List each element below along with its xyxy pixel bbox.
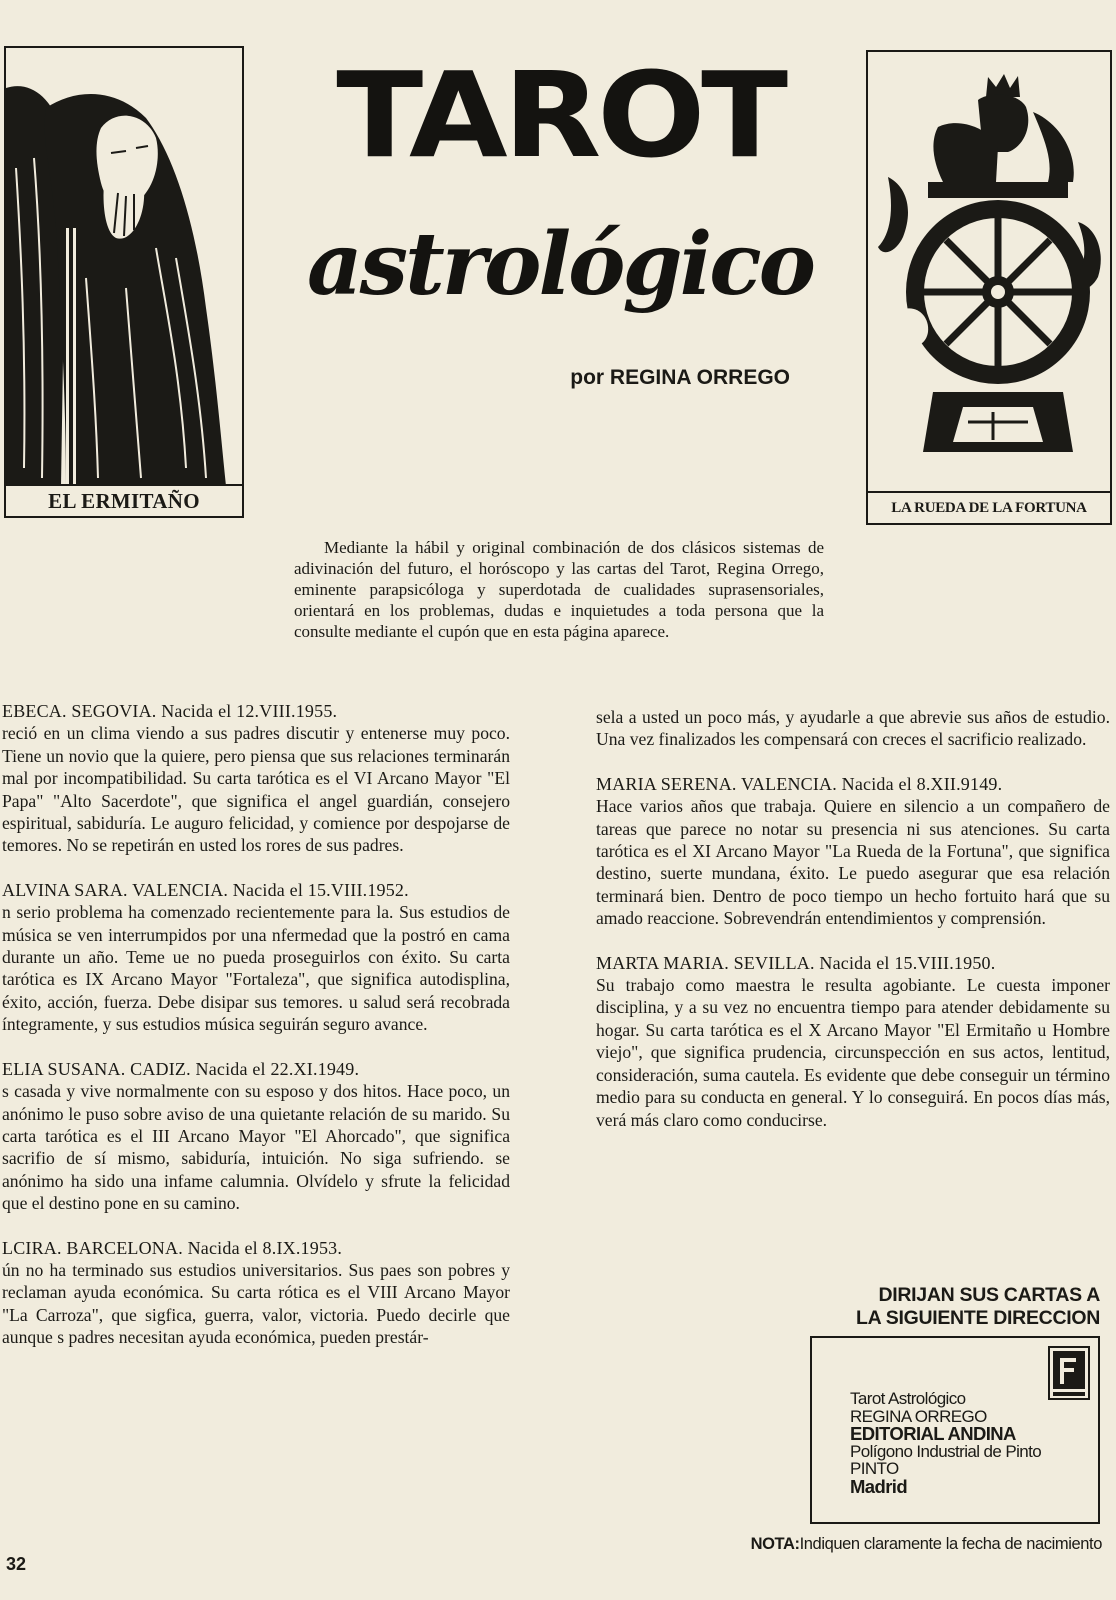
address-line: Tarot Astrológico bbox=[850, 1389, 966, 1408]
letter-heading: ELIA SUSANA. CADIZ. Nacida el 22.XI.1949. bbox=[2, 1058, 360, 1079]
letter-body: reció en un clima viendo a sus padres discutir y entenerse muy poco. Tiene un novio que la quiere, pero piensa que sus relaciones terminarán mal por incompatibilidad. Su carta tarótica es el VI Arcano Mayor "El Papa" "Alto Sacerdote", que significa el angel guardián, consejero espiritual, sabiduría. Le auguro felicidad, y comience por despojarse de temores. No se repetirán en usted los rores de sus padres. bbox=[2, 723, 510, 856]
page-subtitle: astrológico bbox=[306, 214, 814, 315]
letter-body: s casada y vive normalmente con su esposo y dos hitos. Hace poco, un anónimo le puso sobre aviso de una quietante relación de su marido. Su carta tarótica es el III Arcano Mayor "El Ahorcado", que significa sacrifio de sí mismo, sabiduría, intuición. No siga sufriendo. se anónimo ha sido una infame calumnia. Olvídelo y sfrute la felicidad que el destino pone en su camino. bbox=[2, 1081, 510, 1214]
note-label: NOTA: bbox=[750, 1535, 800, 1553]
address-line: Madrid bbox=[850, 1475, 908, 1497]
contact-heading bbox=[790, 1284, 1100, 1330]
address-line: Polígono Industrial de Pinto bbox=[850, 1441, 1042, 1461]
letter-item bbox=[596, 706, 1110, 751]
letter-item bbox=[2, 700, 510, 857]
letter-heading: ALVINA SARA. VALENCIA. Nacida el 15.VIII.1952. bbox=[2, 879, 409, 900]
address-lines bbox=[850, 1390, 1041, 1495]
letters-column-left bbox=[2, 700, 510, 1371]
letter-heading: MARTA MARIA. SEVILLA. Nacida el 15.VIII.1950. bbox=[596, 952, 996, 973]
card-label-left: EL ERMITAÑO bbox=[6, 484, 242, 516]
contact-heading-line: DIRIJAN SUS CARTAS A bbox=[878, 1284, 1100, 1306]
author-byline: por REGINA ORREGO bbox=[570, 366, 790, 389]
birthdate-note bbox=[640, 1535, 1102, 1554]
note-text: Indiquen claramente la fecha de nacimiento bbox=[799, 1535, 1102, 1553]
contact-heading-line: LA SIGUIENTE DIRECCION bbox=[855, 1307, 1100, 1329]
card-label-right: LA RUEDA DE LA FORTUNA bbox=[868, 491, 1110, 523]
letter-body: n serio problema ha comenzado recientemente para la. Sus estudios de música se ven interrumpidos por una nfermedad que la postró en cama durante un año. Teme ue no pueda proseguirlos con éxito. Su carta tarótica es IX Arcano Mayor "Fortaleza", que significa autodisplina, éxito, acción, fuerza. Debe disipar sus temores. u salud será recobrada íntegramente, y sus estudios música seguirán seguro avance. bbox=[2, 902, 510, 1035]
letter-body: Hace varios años que trabaja. Quiere en silencio a un compañero de tareas que parece no notar su presencia ni sus atenciones. Su carta tarótica es el XI Arcano Mayor "La Rueda de la Fortuna", que significa destino, suerte mundana, éxito. Le puedo asegurar que esa relación terminará bien. Dentro de poco tiempo un hecho fortuito hará que su amado reaccione. Sobrevendrán entendimientos y comprensión. bbox=[596, 796, 1110, 929]
letter-heading: MARIA SERENA. VALENCIA. Nacida el 8.XII.9149. bbox=[596, 773, 1003, 794]
wheel-illustration bbox=[868, 52, 1110, 493]
letter-item bbox=[2, 1237, 510, 1349]
hermit-illustration bbox=[6, 48, 242, 486]
page-title: TAROT bbox=[336, 46, 784, 184]
address-line: PINTO bbox=[850, 1459, 899, 1478]
page-number: 32 bbox=[6, 1554, 27, 1574]
address-line: EDITORIAL ANDINA bbox=[850, 1423, 1016, 1444]
letter-body: ún no ha terminado sus estudios universitarios. Sus paes son pobres y reclaman ayuda económica. Su carta rótica es el VIII Arcano Mayor "La Carroza", que sigfica, guerra, valor, victoria. Puedo decirle que aunque s padres necesitan ayuda económica, pueden prestár- bbox=[2, 1259, 510, 1348]
letters-column-right bbox=[596, 706, 1110, 1153]
address-box bbox=[810, 1336, 1100, 1524]
letter-item bbox=[596, 773, 1110, 930]
intro-paragraph: Mediante la hábil y original combinación de dos clásicos sistemas de adivinación del futuro, el horóscopo y las cartas del Tarot, Regina Orrego, eminente parapsicóloga y superdotada de cualidades suprasensoriales, orientará en los problemas, dudas e inquietudes a toda persona que la consulte mediante el cupón que en esta página aparece. bbox=[294, 538, 824, 641]
letter-heading: LCIRA. BARCELONA. Nacida el 8.IX.1953. bbox=[2, 1237, 343, 1258]
editorial-logo-icon bbox=[1048, 1346, 1090, 1400]
address-line: REGINA ORREGO bbox=[850, 1406, 987, 1426]
tarot-card-wheel bbox=[866, 50, 1112, 525]
tarot-card-hermit bbox=[4, 46, 244, 518]
letter-heading: EBECA. SEGOVIA. Nacida el 12.VIII.1955. bbox=[2, 701, 338, 721]
letter-body: sela a usted un poco más, y ayudarle a que abrevie sus años de estudio. Una vez finalizados les compensará con creces el sacrificio realizado. bbox=[596, 707, 1110, 750]
letter-item bbox=[596, 952, 1110, 1131]
letter-item bbox=[2, 1058, 510, 1215]
letter-item bbox=[2, 879, 510, 1036]
letter-body: Su trabajo como maestra le resulta agobiante. Le cuesta imponer disciplina, y a su vez no encuentra tiempo para atender debidamente su hogar. Su carta tarótica es el X Arcano Mayor "El Ermitaño u Hombre viejo", que significa prudencia, circunspección en sus actos, lentitud, consideración, suma cautela. Es evidente que debe conseguir un término medio para su conducta en general. Y lo conseguirá. En pocos días más, verá más claro como conducirse. bbox=[596, 975, 1110, 1130]
